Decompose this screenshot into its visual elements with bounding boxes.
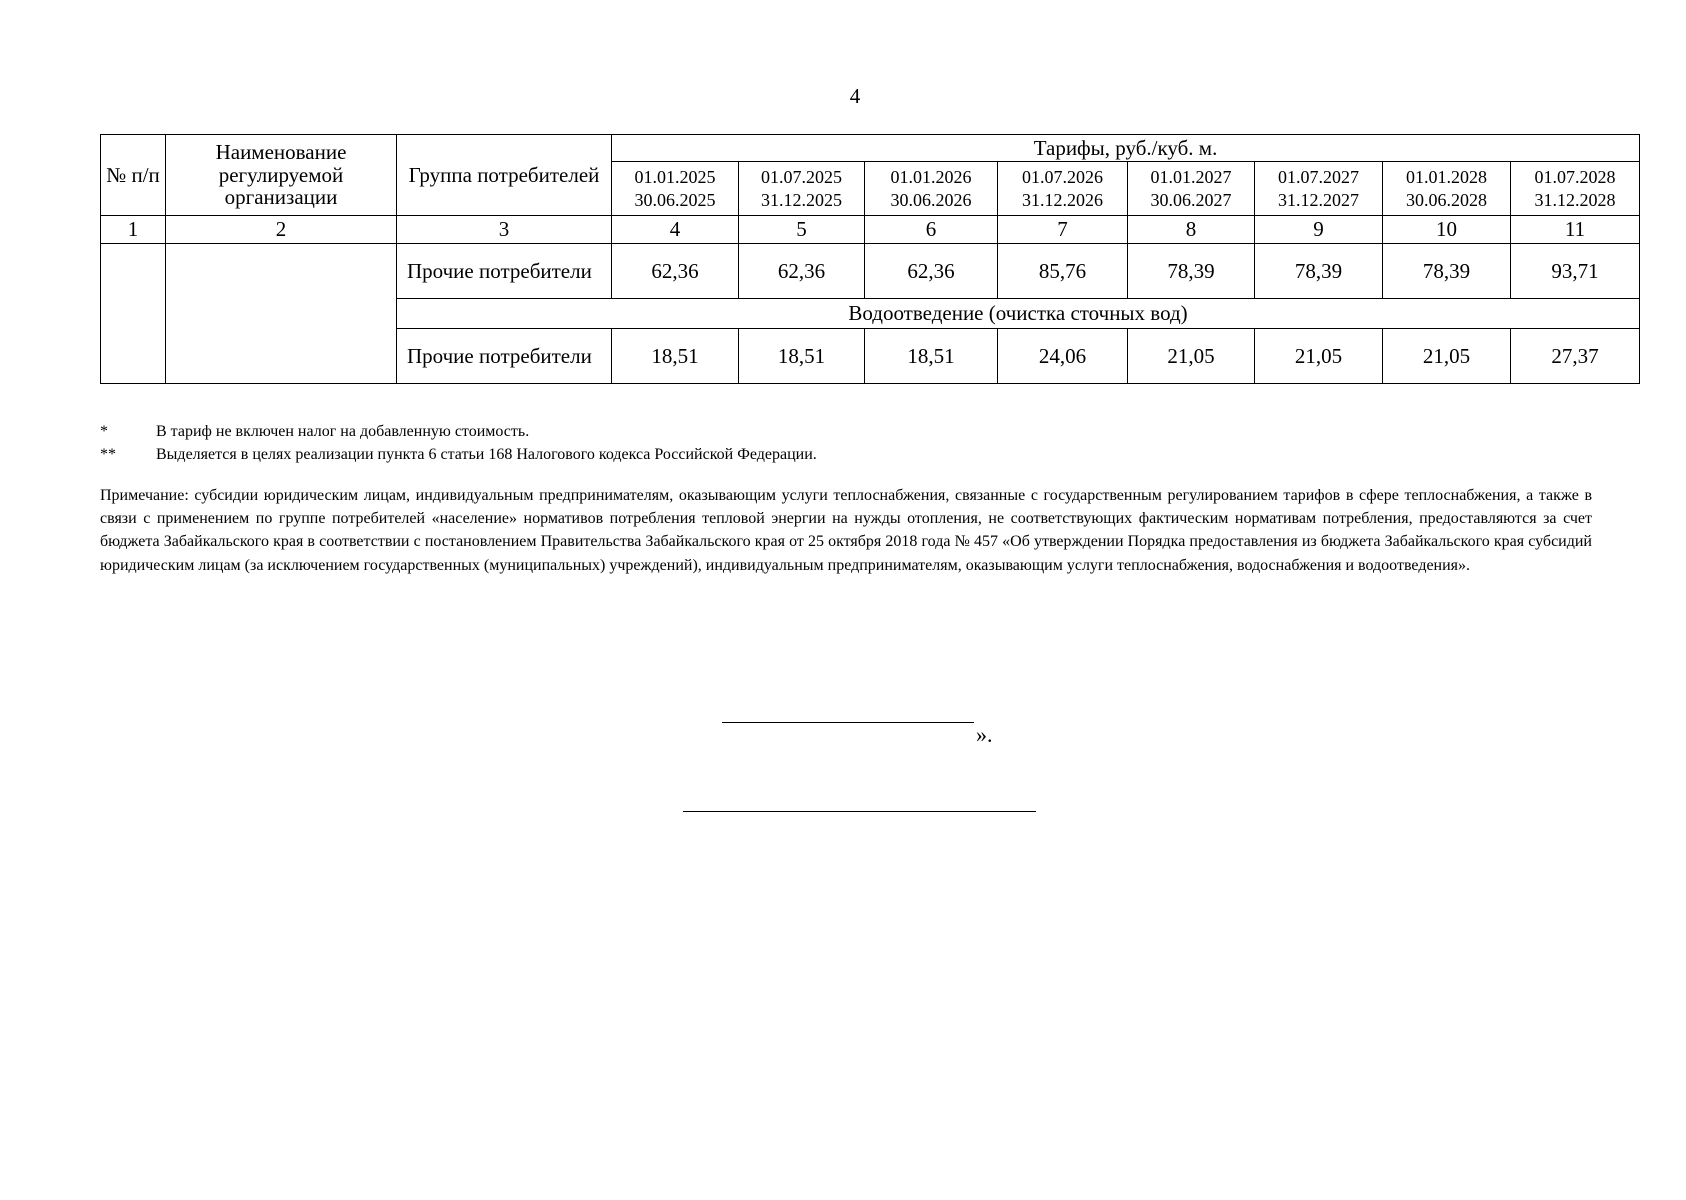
tariff-value: 78,39 — [1128, 244, 1255, 299]
remark-paragraph: Примечание: субсидии юридическим лицам, индивидуальным предпринимателям, оказывающим услуги теплоснабжения, связанные с государственным регулированием тарифов в сфере теплоснабжения, а также в связи с применением по группе потребителей «население» нормативов потребления тепловой энергии на нужды отопления, не соответствующих фактическим нормативам потребления, предоставляются за счет бюджета Забайкальского края в соответствии с постановлением Правительства Забайкальского края от 25 октября 2018 года № 457 «Об утверждении Порядка предоставления из бюджета Забайкальского края субсидий юридическим лицам (за исключением государственных (муниципальных) учреждений), индивидуальным предпринимателям, оказывающим услуги теплоснабжения, водоснабжения и водоотведения». — [100, 487, 1592, 574]
header-organization: Наименование регулируемой организации — [166, 135, 397, 216]
period-header: 01.07.2027 31.12.2027 — [1255, 162, 1383, 216]
closing-quote: ». — [976, 722, 993, 747]
column-number: 1 — [101, 216, 166, 244]
tariff-value: 18,51 — [612, 329, 739, 384]
tariff-value: 78,39 — [1255, 244, 1383, 299]
footnote — [100, 443, 1592, 466]
column-number: 3 — [397, 216, 612, 244]
column-number: 4 — [612, 216, 739, 244]
column-number: 5 — [739, 216, 865, 244]
consumer-group-cell: Прочие потребители — [397, 244, 612, 299]
column-number: 9 — [1255, 216, 1383, 244]
tariff-value: 78,39 — [1383, 244, 1511, 299]
period-header: 01.07.2026 31.12.2026 — [998, 162, 1128, 216]
tariff-value: 21,05 — [1128, 329, 1255, 384]
tariff-value: 21,05 — [1255, 329, 1383, 384]
column-number: 8 — [1128, 216, 1255, 244]
period-header: 01.01.2027 30.06.2027 — [1128, 162, 1255, 216]
closing-line — [722, 722, 974, 723]
header-consumer-group: Группа потребителей — [397, 135, 612, 216]
tariff-value: 62,36 — [612, 244, 739, 299]
consumer-group-cell: Прочие потребители — [397, 329, 612, 384]
footnote-mark: ** — [100, 446, 116, 464]
tariff-value: 85,76 — [998, 244, 1128, 299]
tariff-value: 24,06 — [998, 329, 1128, 384]
column-number: 11 — [1511, 216, 1640, 244]
period-header: 01.01.2025 30.06.2025 — [612, 162, 739, 216]
period-header: 01.01.2028 30.06.2028 — [1383, 162, 1511, 216]
end-line — [683, 811, 1036, 812]
column-number: 7 — [998, 216, 1128, 244]
column-number-row — [101, 216, 1640, 244]
organization-cell — [166, 244, 397, 384]
tariff-value: 21,05 — [1383, 329, 1511, 384]
tariff-value: 62,36 — [865, 244, 998, 299]
section-title: Водоотведение (очистка сточных вод) — [397, 299, 1640, 329]
header-tariffs: Тарифы, руб./куб. м. — [612, 135, 1640, 162]
footnotes — [100, 420, 1592, 466]
header-num: № п/п — [101, 135, 166, 216]
footnote-text: В тариф не включен налог на добавленную стоимость. — [156, 423, 530, 440]
period-header: 01.07.2028 31.12.2028 — [1511, 162, 1640, 216]
tariff-value: 18,51 — [865, 329, 998, 384]
page-number: 4 — [849, 84, 861, 108]
column-number: 2 — [166, 216, 397, 244]
footnote — [100, 420, 1592, 443]
tariff-value: 18,51 — [739, 329, 865, 384]
tariff-value: 62,36 — [739, 244, 865, 299]
table-row — [101, 244, 1640, 299]
num-cell — [101, 244, 166, 384]
period-header: 01.07.2025 31.12.2025 — [739, 162, 865, 216]
column-number: 6 — [865, 216, 998, 244]
tariff-value: 27,37 — [1511, 329, 1640, 384]
footnote-mark: * — [100, 423, 108, 440]
period-header: 01.01.2026 30.06.2026 — [865, 162, 998, 216]
column-number: 10 — [1383, 216, 1511, 244]
tariffs-table — [100, 134, 1640, 384]
tariff-value: 93,71 — [1511, 244, 1640, 299]
footnote-text: Выделяется в целях реализации пункта 6 статьи 168 Налогового кодекса Российской Федерации. — [156, 446, 817, 464]
